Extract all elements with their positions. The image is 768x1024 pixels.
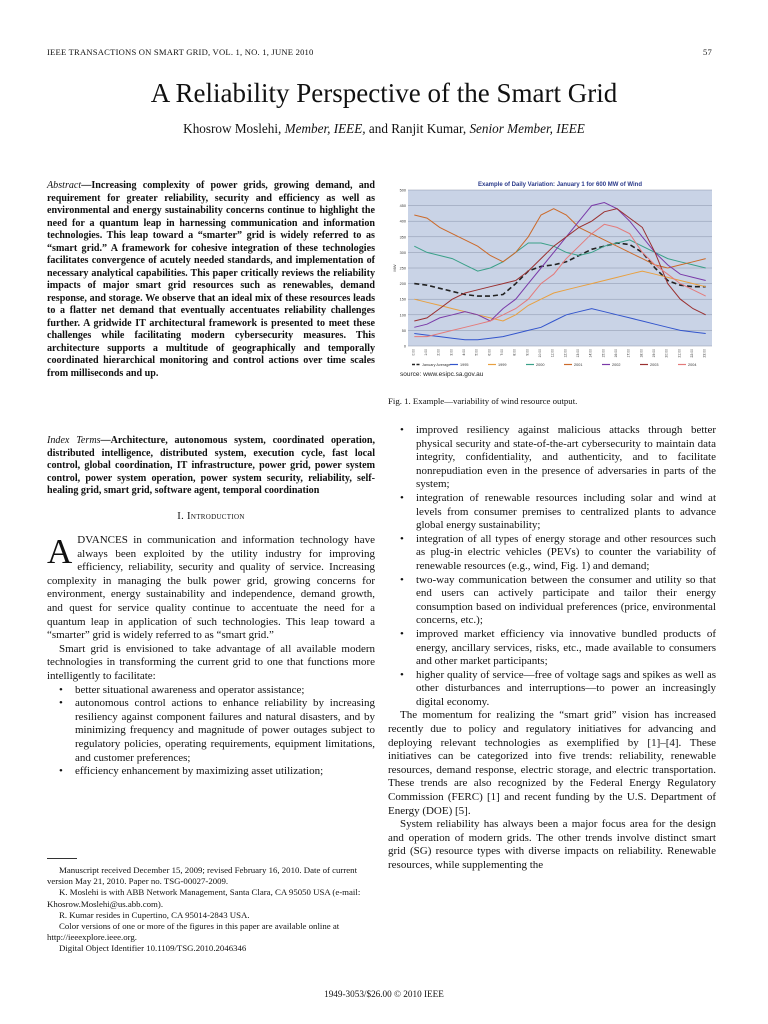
right-bullet-list — [388, 424, 716, 709]
x-tick-label: 14:00 — [588, 349, 593, 358]
journal-name: IEEE TRANSACTIONS ON SMART GRID, VOL. 1, NO. 1, JUNE 2010 — [47, 47, 314, 57]
body-paragraph: System reliability has always been a major focus area for the design and operation of modern grids. The other trends involve distinct smart grid (SG) resource types with diverse impacts on reliability. Renewable resources, while supplementing the — [388, 818, 716, 871]
y-tick-label: 150 — [399, 297, 406, 302]
x-tick-label: 9:00 — [525, 349, 530, 356]
list-item: • integration of all types of energy storage and other resources such as plug-in electric vehicles (PEVs) to counter the variability of renewable resources (e.g., wind, Fig. 1) and demand; — [416, 533, 716, 574]
y-tick-label: 0 — [403, 344, 406, 349]
x-tick-label: 16:00 — [614, 349, 618, 358]
section-heading — [47, 511, 375, 522]
intro-paragraph-1 — [47, 534, 375, 643]
introduction — [47, 534, 375, 779]
body-paragraph: The momentum for realizing the “smart grid” vision has increased recently due to policy and regulatory initiatives for advancing and deploying relevant technologies as exemplified by [1]–[4]. These initiatives can be categorized into five trends: reliability, renewable resources, demand response, electric storage, and electric transportation. These trends are also recognized by the Federal Energy Regulatory Commission (FERC) [1] and recent funding by the U.S. Department of Energy (DOE) [5]. — [388, 709, 716, 817]
footnote: Color versions of one or more of the figures in this paper are available online at http://ieeexplore.ieee.org. — [47, 921, 340, 943]
page-footer: 1949-3053/$26.00 © 2010 IEEE — [324, 989, 444, 999]
chart-title: Example of Daily Variation: January 1 for 600 MW of Wind — [478, 182, 642, 188]
x-tick-label: 19:00 — [652, 349, 656, 358]
y-tick-label: 300 — [399, 250, 406, 255]
abstract-label: Abstract — [47, 180, 82, 191]
footnote: Manuscript received December 15, 2009; revised February 16, 2010. Date of current version May 21, 2010. Paper no. TSG-00027-2009. — [47, 865, 358, 887]
legend-label: 1999 — [498, 363, 507, 367]
list-item: • improved market efficiency via innovative bundled products of energy, ancillary services, risks, etc., made available to consumers and other market participants; — [416, 628, 716, 669]
x-tick-label: 2:00 — [436, 349, 441, 356]
x-tick-label: 4:00 — [462, 349, 466, 356]
intro-paragraph-2: Smart grid is envisioned to take advantage of all available modern technologies in transforming the current grid to one that functions more intelligently to facilitate: — [47, 642, 375, 682]
list-item: • better situational awareness and operator assistance; — [75, 684, 375, 698]
list-item: • autonomous control actions to enhance reliability by increasing resiliency against component failures and natural disasters, and by minimizing frequency and magnitude of power outages subject to regulatory policies, operating requirements, equipment limitations, and customer preferences; — [75, 697, 375, 765]
running-header — [47, 47, 712, 57]
legend-label: January Average — [422, 363, 451, 367]
y-tick-label: 50 — [401, 328, 406, 333]
section-number: I. — [177, 511, 185, 522]
legend-label: 2004 — [688, 363, 697, 367]
abstract — [47, 180, 375, 380]
drop-cap: A — [47, 532, 73, 571]
figure-caption: Fig. 1. Example—variability of wind resource output. — [388, 396, 578, 406]
index-terms — [47, 435, 375, 498]
y-tick-label: 250 — [399, 266, 406, 271]
list-item: • two-way communication between the consumer and utility so that end users can actively participate and tailor their energy consumption based on individual preferences (price, environmental concerns, etc.); — [416, 574, 716, 628]
index-terms-label: Index Terms — [47, 435, 101, 446]
index-terms-text: —Architecture, autonomous system, coordinated operation, distributed intelligence, distributed system, execution cycle, fast local control, global coordination, IT infrastructure, power grid, power system control, power system operation, power system security, reliability, self-healing grid, smart grid, software agent, temporal coordination — [47, 435, 375, 496]
abstract-text: —Increasing complexity of power grids, growing demand, and requirement for greater reliability, security and efficiency as well as environmental and energy sustainability concerns continue to highlight the need for a quantum leap in harnessing communication and information technologies. This leap toward a “smarter” grid is widely referred to as “smart grid.” A framework for cohesive integration of these technologies facilitates convergence of acutely needed standards, and implementation of necessary analytical capabilities. This paper critically reviews the reliability impacts of major smart grid resources such as renewables, demand response, and storage. We observe that an ideal mix of these resources leads to a flatter net demand that eventually accentuates reliability challenges further. A gridwide IT architectural framework is presented to meet these challenges while facilitating modern cybersecurity measures. This architecture supports a multitude of geographically and temporally coordinated hierarchical monitoring and control actions over time scales from milliseconds and up. — [47, 180, 375, 379]
legend-label: 2003 — [650, 363, 659, 367]
author-line — [0, 121, 768, 137]
y-tick-label: 100 — [399, 313, 406, 318]
x-tick-label: 15:00 — [601, 349, 606, 358]
legend-label: 2000 — [536, 363, 545, 367]
section-title: Introduction — [187, 511, 245, 522]
wind-variation-chart — [390, 178, 715, 378]
legend-label: 1995 — [460, 363, 469, 367]
page-number: 57 — [703, 47, 712, 57]
x-tick-label: 0:00 — [411, 349, 416, 356]
author-1-role: Member, IEEE, — [284, 121, 366, 136]
y-tick-label: 450 — [399, 204, 406, 209]
y-axis-label: MW — [392, 264, 397, 272]
x-tick-label: 23:00 — [702, 349, 707, 358]
paper-title: A Reliability Perspective of the Smart Grid — [150, 78, 618, 108]
legend-label: 2001 — [574, 363, 583, 367]
y-tick-label: 500 — [399, 188, 406, 193]
author-1: Khosrow Moslehi, — [183, 121, 282, 136]
list-item: • higher quality of service—free of voltage sags and spikes as well as other disturbances and interruptions—to power an increasingly digital economy. — [416, 669, 716, 710]
list-item: • integration of renewable resources including solar and wind at levels from consumer premises to centralized plants to advance global energy sustainability; — [416, 492, 716, 533]
x-tick-label: 5:00 — [474, 349, 479, 356]
x-tick-label: 1:00 — [424, 349, 428, 356]
x-tick-label: 3:00 — [449, 349, 454, 356]
legend-label: 2002 — [612, 363, 621, 367]
x-tick-label: 10:00 — [538, 349, 542, 358]
x-tick-label: 8:00 — [512, 349, 517, 356]
author-2: Ranjit Kumar, — [391, 121, 467, 136]
x-tick-label: 11:00 — [550, 349, 555, 358]
footnote-rule — [47, 858, 77, 859]
x-tick-label: 13:00 — [576, 349, 580, 358]
x-tick-label: 7:00 — [500, 349, 504, 356]
x-tick-label: 20:00 — [664, 349, 669, 358]
x-tick-label: 17:00 — [626, 349, 631, 358]
x-tick-label: 18:00 — [639, 349, 644, 358]
x-tick-label: 21:00 — [677, 349, 682, 358]
right-column-text — [388, 424, 716, 873]
footnote: R. Kumar resides in Cupertino, CA 95014-2843 USA. — [59, 909, 250, 920]
list-item: • improved resiliency against malicious attacks through better physical security and state-of-the-art cybersecurity to maintain data integrity, confidentiality, and authenticity, and to facilitate nonrepudiation even in the presence of adversaries in parts of the system; — [416, 424, 716, 492]
y-tick-label: 200 — [399, 282, 406, 287]
author-and: and — [368, 121, 388, 136]
footnotes — [47, 865, 375, 955]
intro-p1-text: DVANCES in communication and information technology have always been exploited by the utility industry for improving efficiency, reliability, security and quality of service. Increasing complexity in managing the bulk power grid, growing concerns for environment, energy sustainability and independence, demand growth, and quest for service quality continue to accentuate the need for a quantum leap in application of such technologies. This leap toward a “smarter” grid is widely referred to as “smart grid.” — [47, 534, 375, 642]
footnote: K. Moslehi is with ABB Network Management, Santa Clara, CA 95050 USA (e-mail: Khosrow.Moslehi@us.abb.com). — [47, 887, 361, 909]
x-tick-label: 12:00 — [563, 349, 568, 358]
author-2-role: Senior Member, IEEE — [469, 121, 585, 136]
y-tick-label: 400 — [399, 219, 406, 224]
y-tick-label: 350 — [399, 235, 406, 240]
footnote: Digital Object Identifier 10.1109/TSG.2010.2046346 — [59, 943, 247, 954]
list-item: • efficiency enhancement by maximizing asset utilization; — [75, 765, 375, 779]
chart-source: source: www.esipc.sa.gov.au — [400, 371, 484, 378]
x-tick-label: 22:00 — [690, 349, 694, 358]
intro-bullet-list — [47, 684, 375, 779]
x-tick-label: 6:00 — [487, 349, 492, 356]
